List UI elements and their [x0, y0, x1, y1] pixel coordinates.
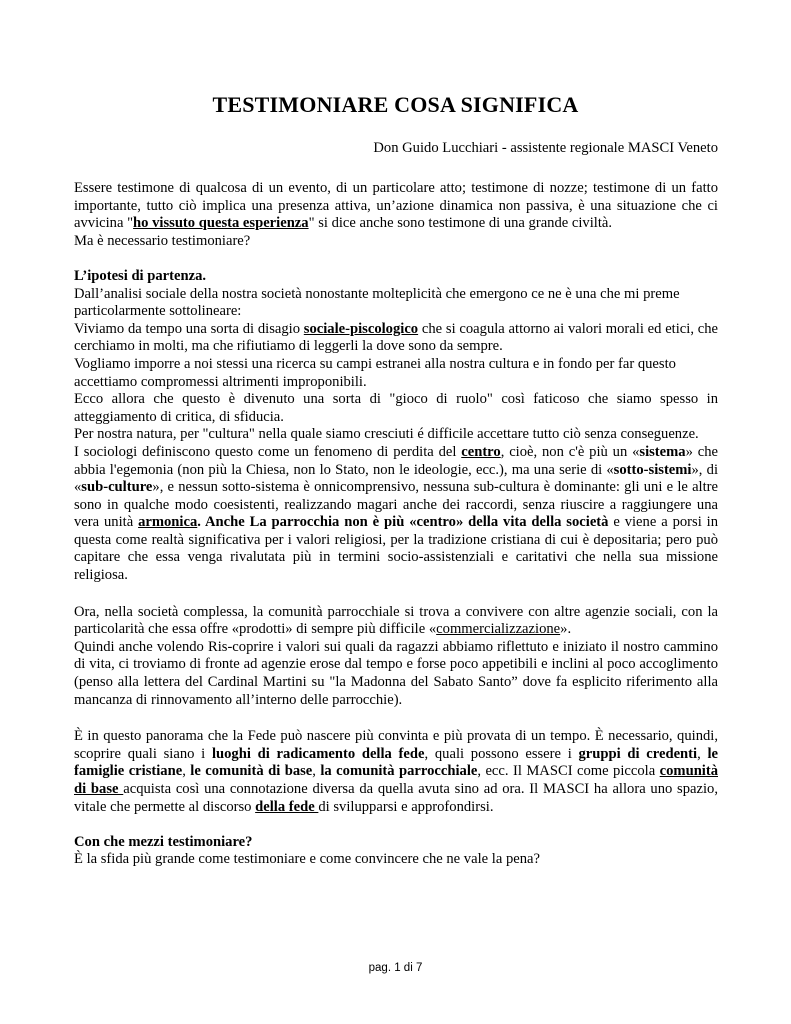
author-line: Don Guido Lucchiari - assistente regionale MASCI Veneto — [373, 140, 718, 156]
page-number: pag. 1 di 7 — [368, 962, 423, 974]
paragraph-fede: È in questo panorama che la Fede può nascere più convinta e più provata di un tempo. È necessario, quindi, scoprire quali siano i luoghi di radicamento della fede, quali possono essere i gruppi di credenti, le famiglie cristiane, le comunità di base, la comunità parrocchiale, ecc. Il MASCI come piccola comunità di base acquista così una connotazione diversa da quella avuta sino ad ora. Il MASCI ha allora uno spazio, vitale che permette al discorso della fede di svilupparsi e approfondirsi. — [74, 728, 719, 815]
paragraph-natura: Per nostra natura, per "cultura" nella quale siamo cresciuti é difficile accettare tutto ciò senza conseguenze. — [74, 426, 699, 443]
paragraph-gioco: Ecco allora che questo è divenuto una sorta di "gioco di ruolo" così faticoso che siamo spesso in atteggiamento di critica, di sfiducia. — [74, 391, 718, 425]
underlined-term: sociale-piscologico — [303, 320, 419, 337]
section-heading-mezzi: Con che mezzi testimoniare? — [74, 833, 253, 850]
paragraph-sociologi: I sociologi definiscono questo come un fenomeno di perdita del centro, cioè, non c'è più un «sistema» che abbia l'egemonia (non più la Chiesa, non lo Stato, non le ideologie, ecc.), ma una serie di «sotto-sistemi», di «sub-culture», e nessun sotto-sistema è onnicomprensivo, nessuna sub-cultura è dominante: gli uni e le altre sono in qualche modo coesistenti, realizzando magari anche dei raccordi, senza riuscire a raggiungere una vera unità armonica. Anche La parrocchia non è più «centro» della vita della società e viene a porsi in questa come realtà significativa per i valori religiosi, per la tradizione cristiana di cui è depositaria; pero può capitare che essa venga rivalutata più in termini socio-assistenziali e caritativi che nella sua missione religiosa. — [74, 443, 719, 584]
paragraph-riscoprire: Quindi anche volendo Ris-coprire i valori sui quali da ragazzi abbiamo riflettuto e iniziato il nostro cammino di vita, ci troviamo di fronte ad agenzie erose dal tempo e forse poco appetibili e inclini al poco accoglimento (penso alla lettera del Cardinal Martini su "la Madonna del Sabato Santo” dove fa esplicito riferimento alla mancanza di rinnovamento all’interno delle parrocchie). — [74, 638, 718, 708]
paragraph-sfida: È la sfida più grande come testimoniare e come convincere che ne vale la pena? — [74, 851, 540, 868]
document-body — [74, 180, 718, 869]
page-title: TESTIMONIARE COSA SIGNIFICA — [212, 92, 579, 117]
paragraph-question: Ma è necessario testimoniare? — [74, 232, 251, 249]
paragraph-analisi: Dall’analisi sociale della nostra società nonostante molteplicità che emergono ce ne è una che mi preme particolarmente sottolineare: — [74, 285, 680, 320]
paragraph-societa-complessa: Ora, nella società complessa, la comunità parrocchiale si trova a convivere con altre agenzie sociali, con la particolarità che essa offre «prodotti» di sempre più difficile «commercializzazione». — [74, 603, 718, 638]
section-heading-ipotesi: L’ipotesi di partenza. — [74, 267, 207, 284]
underlined-phrase: ho vissuto questa esperienza — [133, 215, 309, 232]
paragraph-ricerca: Vogliamo imporre a noi stessi una ricerca su campi estranei alla nostra cultura e in fondo per far questo accettiamo compromessi altrimenti improponibili. — [74, 355, 676, 390]
paragraph-disagio: Viviamo da tempo una sorta di disagio sociale-piscologico che si coagula attorno ai valori morali ed etici, che cerchiamo in molti, ma che rifiutiamo di leggerli la dove sono da sempre. — [74, 320, 718, 355]
paragraph-intro: Essere testimone di qualcosa di un evento, di un particolare atto; testimone di nozze; testimone di un fatto importante, tutto ciò implica una presenza attiva, un’azione dinamica non passiva, è una situazione che ci avvicina "ho vissuto questa esperienza" si dice anche sono testimone di una grande civiltà. — [74, 180, 718, 232]
